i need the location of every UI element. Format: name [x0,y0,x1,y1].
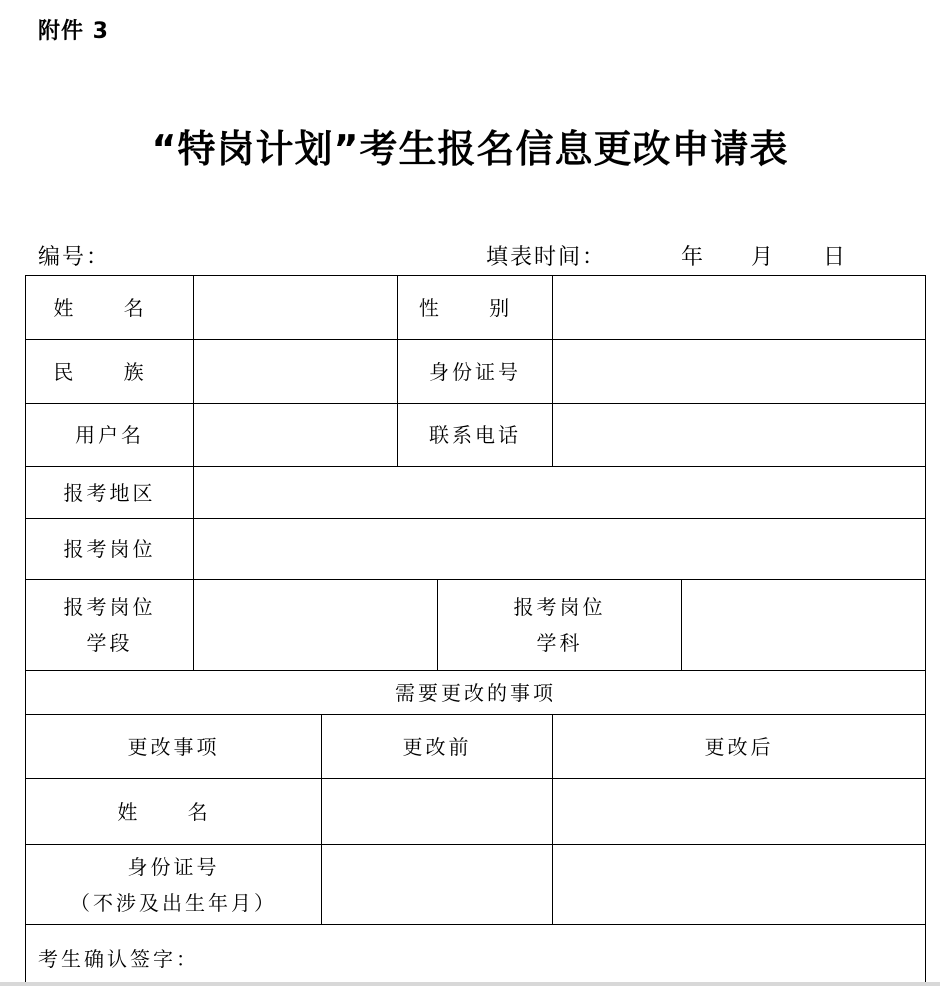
name-after-cell[interactable] [553,779,926,845]
changes-section-title: 需要更改的事项 [26,671,926,715]
subject-label-line2: 学科 [536,631,583,655]
position-label: 报考岗位 [26,519,194,580]
id-number-label: 身份证号 [398,340,553,404]
page-bottom-edge [0,982,940,986]
signature-label: 考生确认签字： [38,947,199,971]
change-after-header: 更改后 [553,715,926,779]
phone-value-cell[interactable] [553,404,926,467]
year-label: 年 [681,245,704,270]
subject-value-cell[interactable] [682,580,926,671]
ethnicity-value-cell[interactable] [194,340,398,404]
change-row-id-line1: 身份证号 [127,854,220,879]
position-value-cell[interactable] [194,519,926,580]
subject-label [438,580,682,671]
username-value-cell[interactable] [194,404,398,467]
gender-value-cell[interactable] [553,276,926,340]
change-before-header: 更改前 [322,715,553,779]
gender-label: 性 别 [398,276,553,340]
username-label: 用户名 [26,404,194,467]
change-row-name-label: 姓 名 [26,779,322,845]
ethnicity-label: 民 族 [26,340,194,404]
name-value-cell[interactable] [194,276,398,340]
stage-value-cell[interactable] [194,580,438,671]
attachment-label: 附件 3 [38,19,109,44]
change-item-header: 更改事项 [26,715,322,779]
month-label: 月 [751,245,774,270]
application-form-table [25,275,926,983]
id-after-cell[interactable] [553,845,926,925]
number-label: 编号： [38,245,111,270]
region-value-cell[interactable] [194,467,926,519]
name-before-cell[interactable] [322,779,553,845]
change-row-id-label [26,845,322,925]
stage-label-line1: 报考岗位 [63,595,156,619]
stage-label [26,580,194,671]
change-row-id-line2: （不涉及出生年月） [70,890,277,915]
region-label: 报考地区 [26,467,194,519]
signature-cell[interactable] [26,925,926,983]
fill-time-label: 填表时间： [486,245,607,270]
id-before-cell[interactable] [322,845,553,925]
form-title: “特岗计划”考生报名信息更改申请表 [151,127,789,171]
stage-label-line2: 学段 [86,631,133,655]
name-label: 姓 名 [26,276,194,340]
phone-label: 联系电话 [398,404,553,467]
subject-label-line1: 报考岗位 [513,595,606,619]
day-label: 日 [823,245,846,270]
id-number-value-cell[interactable] [553,340,926,404]
